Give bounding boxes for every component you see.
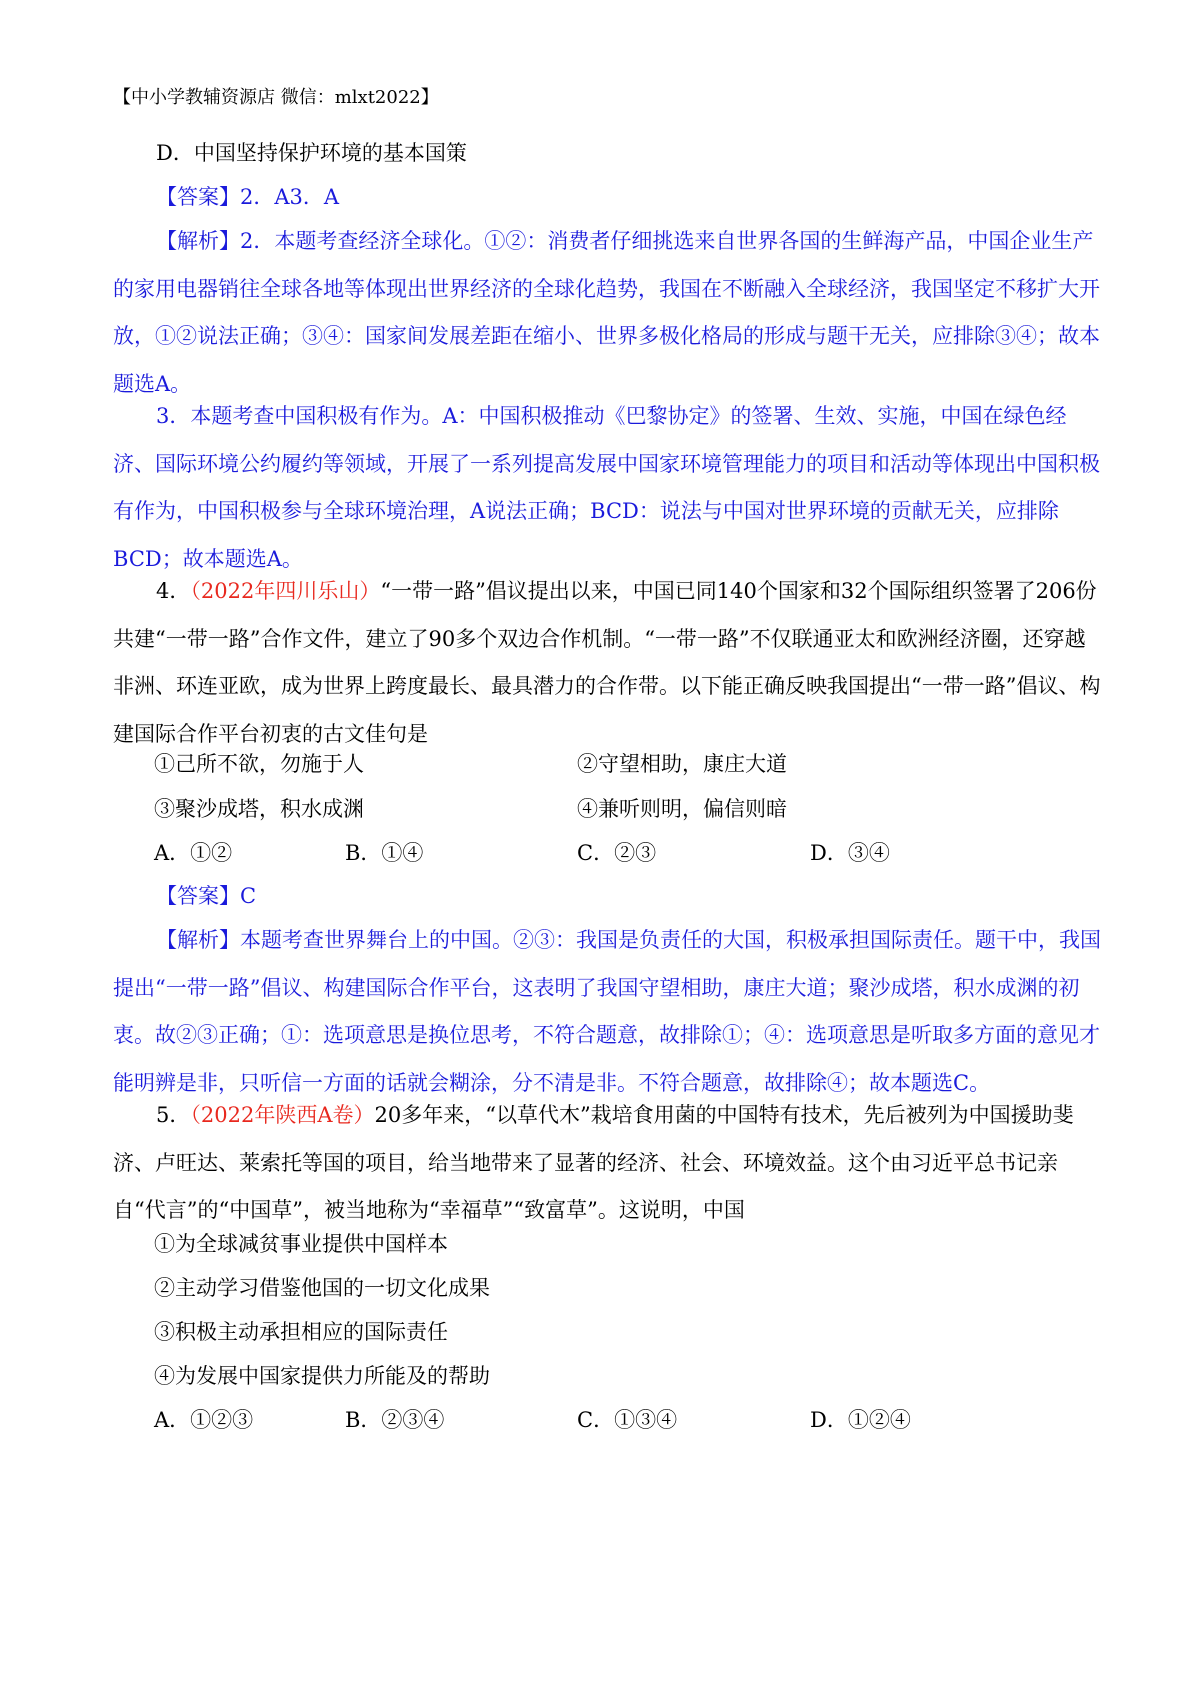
question-text: “一带一路”倡议提出以来，中国已同140个国家和32个国际组织签署了206份共建“一带一路”合作文件，建立了90多个双边合作机制。“一带一路”不仅联通亚太和欧洲经济圈，还穿越非洲、环连亚欧，成为世界上跨度最长、最具潜力的合作带。以下能正确反映我国提出“一带一路”倡议、构建国际合作平台初衷的古文佳句是 — [113, 579, 1101, 746]
q4-analysis — [113, 917, 1103, 1107]
analysis-3: 3．本题考查中国积极有作为。A：中国积极推动《巴黎协定》的签署、生效、实施，中国在绿色经济、国际环境公约履约等领域，开展了一系列提高发展中国家环境管理能力的项目和活动等体现出中国积极有作为，中国积极参与全球环境治理，A说法正确；BCD：说法与中国对世界环境的贡献无关，应排除BCD；故本题选A。 — [113, 404, 1100, 571]
analysis-text: 本题考查世界舞台上的中国。②③：我国是负责任的大国，积极承担国际责任。题干中，我国提出“一带一路”倡议、构建国际合作平台，这表明了我国守望相助，康庄大道；聚沙成塔，积水成渊的初衷。故②③正确；①：选项意思是换位思考，不符合题意，故排除①；④：选项意思是听取多方面的意见才能明辨是非，只听信一方面的话就会糊涂，分不清是非。不符合题意，故排除④；故本题选C。 — [113, 928, 1101, 1095]
q4-option-d: D．③④ — [810, 841, 890, 865]
q5-option-d: D．①②④ — [810, 1408, 911, 1432]
q4-item-1: ①己所不欲，勿施于人 — [154, 752, 364, 776]
q5-item-2: ②主动学习借鉴他国的一切文化成果 — [154, 1276, 490, 1300]
q4-option-b: B．①④ — [345, 841, 424, 865]
q5-item-3: ③积极主动承担相应的国际责任 — [154, 1320, 448, 1344]
answer-text: 2．A3．A — [240, 185, 340, 209]
q5-option-a: A．①②③ — [154, 1408, 254, 1432]
question-number: 4． — [156, 579, 191, 603]
analysis-text: 2．本题考查经济全球化。①②：消费者仔细挑选来自世界各国的生鲜海产品，中国企业生产的家用电器销往全球各地等体现出世界经济的全球化趋势，我国在不断融入全球经济，我国坚定不移扩大开放，①②说法正确；③④：国家间发展差距在缩小、世界多极化格局的形成与题干无关，应排除③④；故本题选A。 — [113, 229, 1100, 396]
q4-option-a: A．①② — [154, 841, 233, 865]
q4-option-c: C．②③ — [577, 841, 657, 865]
question-number: 5． — [156, 1103, 191, 1127]
answer-tag: 【答案】 — [156, 884, 240, 908]
question-4-stem — [113, 568, 1103, 758]
answer-tag: 【答案】 — [156, 185, 240, 209]
analysis-tag: 【解析】 — [156, 928, 240, 952]
question-5-stem — [113, 1092, 1103, 1235]
answer-text: C — [240, 884, 257, 908]
analysis-tag: 【解析】 — [156, 229, 240, 253]
q4-item-4: ④兼听则明，偏信则暗 — [577, 797, 787, 821]
q5-item-1: ①为全球减贫事业提供中国样本 — [154, 1232, 448, 1256]
q4-answer — [113, 873, 1103, 921]
question-source: （2022年四川乐山） — [190, 579, 381, 603]
question-text: 20多年来，“以草代木”栽培食用菌的中国特有技术，先后被列为中国援助斐济、卢旺达、莱索托等国的项目，给当地带来了显著的经济、社会、环境效益。这个由习近平总书记亲自“代言”的“中国草”，被当地称为“幸福草”“致富草”。这说明，中国 — [113, 1103, 1074, 1222]
page-header: 【中小学教辅资源店 微信：mlxt2022】 — [113, 87, 439, 108]
q5-option-c: C．①③④ — [577, 1408, 678, 1432]
analysis-2 — [113, 218, 1103, 408]
q4-item-2: ②守望相助，康庄大道 — [577, 752, 787, 776]
q1-option-d: D．中国坚持保护环境的基本国策 — [156, 141, 467, 165]
q5-item-4: ④为发展中国家提供力所能及的帮助 — [154, 1364, 490, 1388]
q5-option-b: B．②③④ — [345, 1408, 445, 1432]
question-source: （2022年陕西A卷） — [190, 1103, 375, 1127]
answer-2-3 — [113, 174, 1103, 222]
q4-item-3: ③聚沙成塔，积水成渊 — [154, 797, 364, 821]
